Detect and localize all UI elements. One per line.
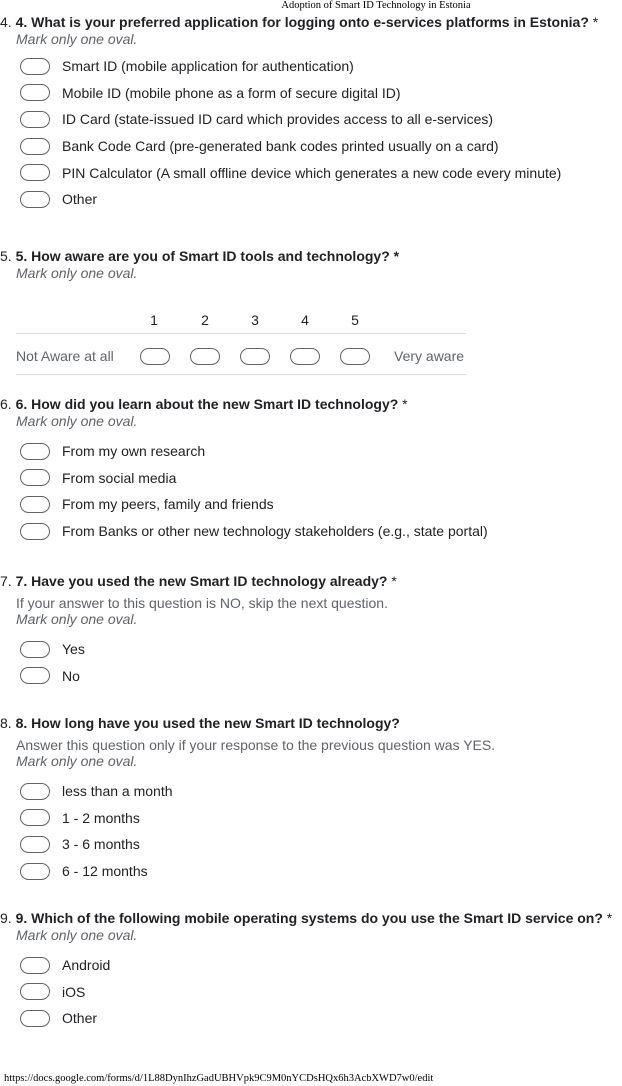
question-hint: Mark only one oval. bbox=[16, 753, 138, 769]
required-star: * bbox=[393, 248, 400, 264]
radio-oval[interactable] bbox=[20, 1010, 50, 1027]
option-list bbox=[20, 53, 598, 213]
option-mobile-id[interactable]: Mobile ID (mobile phone as a form of secure digital ID) bbox=[20, 80, 598, 107]
required-star: * bbox=[592, 14, 599, 30]
option-no[interactable]: No bbox=[20, 663, 397, 690]
radio-oval[interactable] bbox=[20, 164, 50, 181]
question-hint: Mark only one oval. bbox=[16, 927, 138, 943]
option-list bbox=[20, 952, 612, 1032]
radio-oval[interactable] bbox=[20, 667, 50, 684]
scale-oval-1[interactable] bbox=[140, 348, 170, 365]
option-bank-code-card[interactable]: Bank Code Card (pre-generated bank codes printed usually on a card) bbox=[20, 133, 598, 160]
scale-row bbox=[16, 333, 466, 375]
radio-oval[interactable] bbox=[20, 836, 50, 853]
question-title: 4. 4. What is your preferred application for logging onto e-services platforms in Estonia? * bbox=[0, 14, 599, 30]
question-hint: Mark only one oval. bbox=[16, 611, 138, 627]
option-3-6-months[interactable]: 3 - 6 months bbox=[20, 831, 495, 858]
radio-oval[interactable] bbox=[20, 523, 50, 540]
option-other[interactable]: Other bbox=[20, 186, 598, 213]
question-hint: Mark only one oval. bbox=[16, 31, 138, 47]
radio-oval[interactable] bbox=[20, 496, 50, 513]
scale-oval-4[interactable] bbox=[290, 348, 320, 365]
scale-high-label: Very aware bbox=[394, 348, 465, 364]
scale-oval-2[interactable] bbox=[190, 348, 220, 365]
question-5 bbox=[0, 248, 399, 281]
scale-number: 2 bbox=[201, 312, 209, 328]
question-description: Answer this question only if your response to the previous question was YES. bbox=[16, 737, 496, 753]
option-less-than-month[interactable]: less than a month bbox=[20, 778, 495, 805]
radio-oval[interactable] bbox=[20, 469, 50, 486]
radio-oval[interactable] bbox=[20, 809, 50, 826]
question-6 bbox=[0, 396, 488, 544]
scale-low-label: Not Aware at all bbox=[16, 348, 114, 364]
radio-oval[interactable] bbox=[20, 191, 50, 208]
question-description: If your answer to this question is NO, skip the next question. bbox=[16, 595, 388, 611]
option-social-media[interactable]: From social media bbox=[20, 465, 488, 492]
required-star: * bbox=[391, 573, 397, 589]
question-title: 8. 8. How long have you used the new Smart ID technology? bbox=[0, 715, 400, 731]
option-smart-id[interactable]: Smart ID (mobile application for authentication) bbox=[20, 53, 598, 80]
question-7 bbox=[0, 573, 397, 689]
required-star: * bbox=[606, 910, 613, 926]
radio-oval[interactable] bbox=[20, 983, 50, 1000]
question-9 bbox=[0, 910, 612, 1032]
question-title: 6. 6. How did you learn about the new Smart ID technology? * bbox=[0, 396, 408, 412]
question-title: 5. 5. How aware are you of Smart ID tools and technology? * bbox=[0, 248, 400, 264]
option-banks[interactable]: From Banks or other new technology stakeholders (e.g., state portal) bbox=[20, 518, 488, 545]
scale-oval-3[interactable] bbox=[240, 348, 270, 365]
radio-oval[interactable] bbox=[20, 111, 50, 128]
linear-scale bbox=[16, 305, 468, 375]
radio-oval[interactable] bbox=[20, 443, 50, 460]
option-other-os[interactable]: Other bbox=[20, 1005, 612, 1032]
question-title: 7. 7. Have you used the new Smart ID technology already? * bbox=[0, 573, 397, 589]
page-header: Adoption of Smart ID Technology in Estonia bbox=[281, 0, 471, 11]
scale-number: 4 bbox=[301, 312, 309, 328]
radio-oval[interactable] bbox=[20, 641, 50, 658]
option-list bbox=[20, 778, 495, 884]
question-hint: Mark only one oval. bbox=[16, 265, 138, 281]
scale-number: 3 bbox=[251, 312, 259, 328]
option-ios[interactable]: iOS bbox=[20, 979, 612, 1006]
radio-oval[interactable] bbox=[20, 863, 50, 880]
option-yes[interactable]: Yes bbox=[20, 636, 397, 663]
radio-oval[interactable] bbox=[20, 783, 50, 800]
option-1-2-months[interactable]: 1 - 2 months bbox=[20, 805, 495, 832]
radio-oval[interactable] bbox=[20, 84, 50, 101]
option-id-card[interactable]: ID Card (state-issued ID card which provides access to all e-services) bbox=[20, 106, 598, 133]
question-4 bbox=[0, 14, 598, 213]
question-hint: Mark only one oval. bbox=[16, 413, 138, 429]
option-6-12-months[interactable]: 6 - 12 months bbox=[20, 858, 495, 885]
scale-oval-5[interactable] bbox=[340, 348, 370, 365]
scale-number: 1 bbox=[150, 312, 158, 328]
radio-oval[interactable] bbox=[20, 957, 50, 974]
option-pin-calculator[interactable]: PIN Calculator (A small offline device which generates a new code every minute) bbox=[20, 159, 598, 186]
option-peers[interactable]: From my peers, family and friends bbox=[20, 491, 488, 518]
option-list bbox=[20, 636, 397, 689]
scale-number: 5 bbox=[351, 312, 359, 328]
question-8 bbox=[0, 715, 495, 884]
option-list bbox=[20, 438, 488, 544]
radio-oval[interactable] bbox=[20, 58, 50, 75]
required-star: * bbox=[402, 396, 408, 412]
page-footer-url: https://docs.google.com/forms/d/1L88DynIhzGadUBHVpk9C9M0nYCDsHQx6h3AcbXWD7w0/edit bbox=[4, 1073, 434, 1084]
radio-oval[interactable] bbox=[20, 138, 50, 155]
question-title: 9. 9. Which of the following mobile operating systems do you use the Smart ID service on? * bbox=[0, 910, 613, 926]
option-android[interactable]: Android bbox=[20, 952, 612, 979]
option-own-research[interactable]: From my own research bbox=[20, 438, 488, 465]
